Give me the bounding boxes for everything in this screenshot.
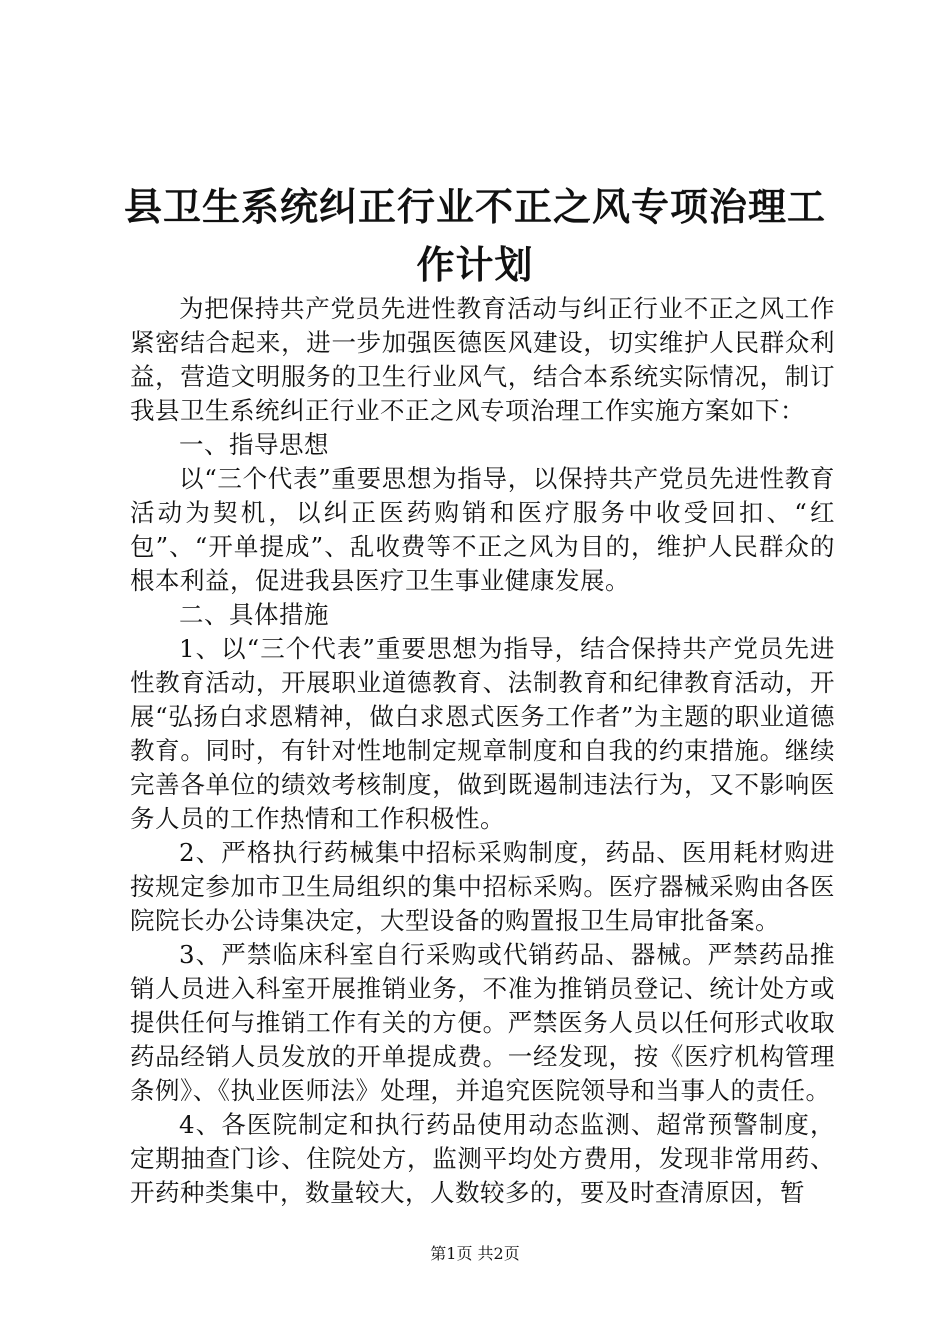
document-body: [130, 292, 835, 1210]
guiding-ideology-paragraph: 以“三个代表”重要思想为指导，以保持共产党员先进性教育活动为契机，以纠正医药购销和医疗服务中收受回扣、“红包”、“开单提成”、乱收费等不正之风为目的，维护人民群众的根本利益，促进我县医疗卫生事业健康发展。: [130, 464, 835, 595]
measure-4-paragraph: 4、各医院制定和执行药品使用动态监测、超常预警制度，定期抽查门诊、住院处方，监测平均处方费用，发现非常用药、开药种类集中，数量较大，人数较多的，要及时查清原因，暂: [130, 1110, 835, 1207]
section-heading-specific-measures: 二、具体措施: [179, 600, 329, 629]
document-title: 县卫生系统纠正行业不正之风专项治理工作计划: [123, 185, 826, 287]
measure-3-paragraph: 3、严禁临床科室自行采购或代销药品、器械。严禁药品推销人员进入科室开展推销业务，不准为推销员登记、统计处方或提供任何与推销工作有关的方便。严禁医务人员以任何形式收取药品经销人员发放的开单提成费。一经发现，按《医疗机构管理条例》、《执业医师法》处理，并追究医院领导和当事人的责任。: [130, 940, 835, 1105]
measure-1-paragraph: 1、以“三个代表”重要思想为指导，结合保持共产党员先进性教育活动，开展职业道德教育、法制教育和纪律教育活动，开展“弘扬白求恩精神，做白求恩式医务工作者”为主题的职业道德教育。同时，有针对性地制定规章制度和自我的约束措施。继续完善各单位的绩效考核制度，做到既遏制违法行为，又不影响医务人员的工作热情和工作积极性。: [130, 634, 835, 833]
intro-paragraph: 为把保持共产党员先进性教育活动与纠正行业不正之风工作紧密结合起来，进一步加强医德医风建设，切实维护人民群众利益，营造文明服务的卫生行业风气，结合本系统实际情况，制订我县卫生系统纠正行业不正之风专项治理工作实施方案如下：: [130, 294, 835, 425]
measure-2-paragraph: 2、严格执行药械集中招标采购制度，药品、医用耗材购进按规定参加市卫生局组织的集中招标采购。医疗器械采购由各医院院长办公诗集决定，大型设备的购置报卫生局审批备案。: [130, 838, 835, 935]
page-number-footer: 第1页 共2页: [430, 1244, 520, 1263]
section-heading-guiding-ideology: 一、指导思想: [179, 430, 329, 459]
